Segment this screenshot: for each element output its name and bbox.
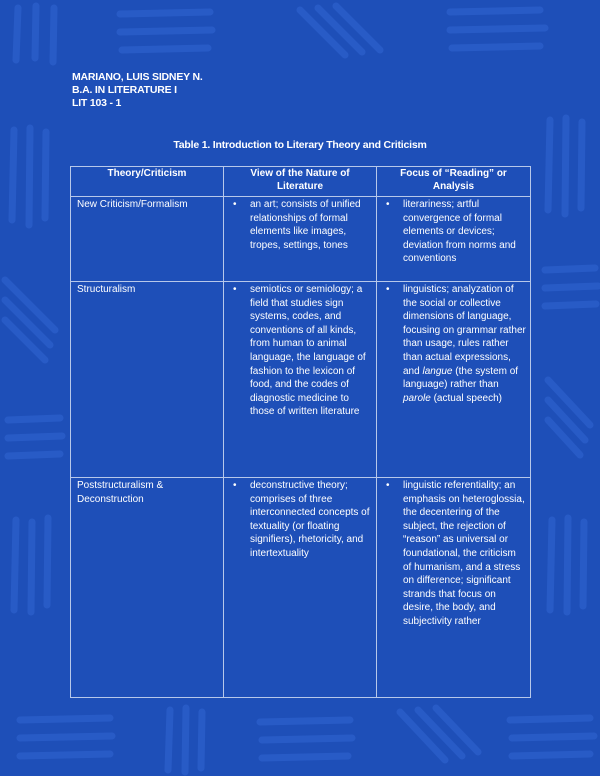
- theory-cell: Structuralism: [71, 282, 224, 478]
- column-header-theory: Theory/Criticism: [71, 167, 224, 197]
- focus-bullet: [403, 283, 526, 405]
- table-caption: Table 1. Introduction to Literary Theory and Criticism: [173, 139, 427, 151]
- student-header: [72, 71, 203, 110]
- view-bullet: • an art; consists of unified relationships of formal elements like images, tropes, settings, tones: [250, 198, 372, 252]
- student-name: MARIANO, LUIS SIDNEY N.: [72, 71, 203, 83]
- focus-cell: [377, 282, 531, 478]
- parole-term: parole: [403, 392, 431, 404]
- focus-bullet: • literariness; artful convergence of formal elements or devices; deviation from norms and conventions: [403, 198, 526, 266]
- theory-cell: New Criticism/Formalism: [71, 197, 224, 282]
- view-bullet: • deconstructive theory; comprises of three interconnected concepts of textuality (or floating signifiers), rhetoricity, and intertextuality: [250, 479, 372, 561]
- view-cell: [224, 282, 377, 478]
- view-cell: [224, 478, 377, 698]
- course-code: LIT 103 - 1: [72, 97, 122, 109]
- langue-term: langue: [422, 365, 453, 377]
- focus-text: linguistics; analyzation of the social or collective dimensions of language, focusing on grammar rather than usage, rules rather than actual expressions, and: [403, 284, 526, 377]
- table-row: [71, 197, 531, 282]
- theory-cell: Poststructuralism & Deconstruction: [71, 478, 224, 698]
- table-row: [71, 478, 531, 698]
- table-header-row: [71, 167, 531, 197]
- column-header-view: View of the Nature of Literature: [224, 167, 377, 197]
- view-bullet: • semiotics or semiology; a field that studies sign systems, codes, and conventions of all kinds, from human to animal language, the language of fashion to the lexicon of food, and the codes of diagnostic medicine to those of written literature: [250, 283, 372, 419]
- focus-bullet: • linguistic referentiality; an emphasis on heteroglossia, the decentering of the subject, the rejection of “reason” as universal or foundational, the criticism of humanism, and a stress on difference; significant strands that focus on desire, the body, and subjectivity rather: [403, 479, 526, 629]
- focus-text: (actual speech): [430, 392, 502, 404]
- focus-cell: [377, 197, 531, 282]
- focus-text: (the system of language) rather than: [403, 365, 519, 391]
- program-label: B.A. IN LITERATURE I: [72, 84, 177, 96]
- view-cell: [224, 197, 377, 282]
- column-header-focus: Focus of “Reading” or Analysis: [377, 167, 531, 197]
- table-row: [71, 282, 531, 478]
- focus-cell: [377, 478, 531, 698]
- literary-theory-table: [70, 166, 531, 698]
